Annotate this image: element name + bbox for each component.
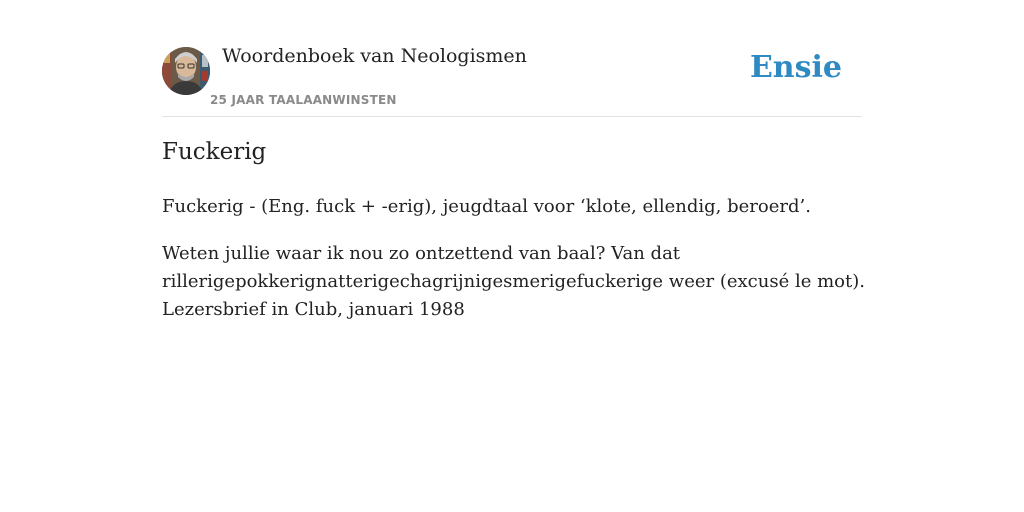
quote-source: Lezersbrief in Club, januari 1988 (162, 299, 465, 320)
entry-title: Fuckerig (162, 139, 267, 165)
entry-definition: Fuckerig - (Eng. fuck + -erig), jeugdtaal voor ‘klote, ellendig, beroerd’. (162, 196, 811, 217)
ensie-logo-link[interactable]: Ensie (749, 50, 842, 85)
quote-line: Weten jullie waar ik nou zo ontzettend van baal? Van dat (162, 243, 681, 264)
entry-quote (162, 240, 865, 324)
quote-line: rillerigepokkerignatterigechagrijnigesmerigefuckerige weer (excusé le mot). (162, 271, 865, 292)
author-portrait-icon (162, 47, 210, 95)
site-tagline: 25 JAAR TAALAANWINSTEN (210, 93, 397, 107)
header (162, 0, 862, 117)
avatar[interactable] (162, 47, 210, 95)
site-title[interactable]: Woordenboek van Neologismen (222, 45, 527, 67)
page (162, 0, 865, 512)
